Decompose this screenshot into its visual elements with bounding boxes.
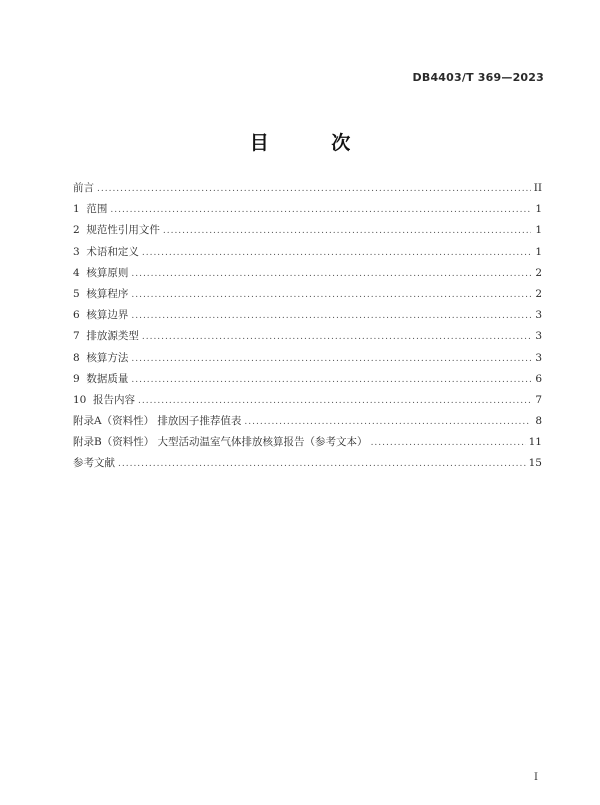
toc-leader-dots — [131, 285, 531, 306]
toc-number: 4 — [73, 266, 87, 279]
toc-page-number: 11 — [528, 436, 542, 449]
toc-entry-accounting-procedure[interactable] — [73, 284, 542, 305]
toc-label: 附录B（资料性） 大型活动温室气体排放核算报告（参考文本） — [73, 436, 368, 449]
toc-number: 1 — [73, 203, 87, 216]
toc-label: 前言 — [73, 182, 94, 194]
toc-page-number: 6 — [535, 372, 542, 385]
toc-number: 5 — [73, 287, 87, 300]
toc-page-number: 3 — [535, 330, 542, 343]
toc-entry-report-content[interactable] — [73, 390, 542, 411]
toc-entry-appendix-b[interactable] — [73, 432, 542, 453]
toc-label: 报告内容 — [93, 393, 136, 406]
toc-entry-accounting-methods[interactable] — [73, 348, 542, 369]
toc-number: 2 — [73, 224, 87, 237]
toc-leader-dots — [110, 200, 531, 221]
toc-label: 排放源类型 — [86, 330, 139, 343]
toc-page-number: 1 — [535, 245, 542, 258]
toc-label: 核算方法 — [86, 351, 129, 364]
toc-entry-scope[interactable] — [73, 199, 542, 220]
toc-entry-appendix-a[interactable] — [73, 411, 542, 432]
toc-page-number: 8 — [535, 415, 542, 428]
toc-page-number: 2 — [535, 266, 542, 279]
toc-label: 术语和定义 — [86, 245, 139, 258]
toc-label: 范围 — [86, 203, 108, 216]
toc-number: 10 — [73, 393, 94, 406]
toc-leader-dots — [131, 264, 531, 285]
toc-page-number: 2 — [535, 287, 542, 300]
toc-label: 核算原则 — [86, 266, 129, 279]
toc-leader-dots — [118, 454, 526, 475]
toc-leader-dots — [131, 349, 531, 370]
toc-number: 7 — [73, 330, 87, 343]
document-code: DB4403/T 369—2023 — [412, 71, 544, 84]
table-of-contents — [73, 178, 542, 475]
toc-leader-dots — [138, 391, 531, 412]
toc-page-number: 3 — [535, 351, 542, 364]
toc-label: 数据质量 — [86, 372, 129, 385]
toc-number: 8 — [73, 351, 87, 364]
toc-page-number: 1 — [535, 203, 542, 216]
toc-leader-dots — [142, 243, 531, 264]
toc-entry-preface[interactable] — [73, 178, 542, 199]
toc-leader-dots — [97, 179, 531, 200]
toc-number: 6 — [73, 309, 87, 322]
toc-leader-dots — [131, 370, 531, 391]
page-title: 目 次 — [249, 132, 379, 154]
toc-leader-dots — [244, 412, 531, 433]
toc-leader-dots — [142, 327, 531, 348]
toc-number: 3 — [73, 245, 87, 258]
toc-entry-accounting-principles[interactable] — [73, 263, 542, 284]
toc-number: 9 — [73, 372, 87, 385]
footer-page-number: I — [534, 772, 538, 783]
toc-label: 附录A（资料性） 排放因子推荐值表 — [73, 415, 242, 428]
toc-page-number: II — [533, 182, 542, 194]
toc-page-number: 3 — [535, 309, 542, 322]
toc-entry-emission-source-types[interactable] — [73, 326, 542, 347]
toc-entry-terms-definitions[interactable] — [73, 242, 542, 263]
toc-entry-data-quality[interactable] — [73, 369, 542, 390]
toc-leader-dots — [371, 433, 526, 454]
toc-label: 核算程序 — [86, 287, 129, 300]
toc-label: 核算边界 — [86, 309, 129, 322]
toc-page-number: 7 — [535, 393, 542, 406]
toc-entry-bibliography[interactable] — [73, 453, 542, 474]
toc-label: 参考文献 — [73, 457, 115, 470]
toc-page-number: 15 — [528, 457, 542, 470]
toc-label: 规范性引用文件 — [86, 224, 160, 237]
toc-leader-dots — [131, 306, 531, 327]
toc-leader-dots — [163, 221, 531, 242]
toc-page-number: 1 — [535, 224, 542, 237]
toc-entry-normative-references[interactable] — [73, 220, 542, 241]
toc-entry-accounting-boundary[interactable] — [73, 305, 542, 326]
